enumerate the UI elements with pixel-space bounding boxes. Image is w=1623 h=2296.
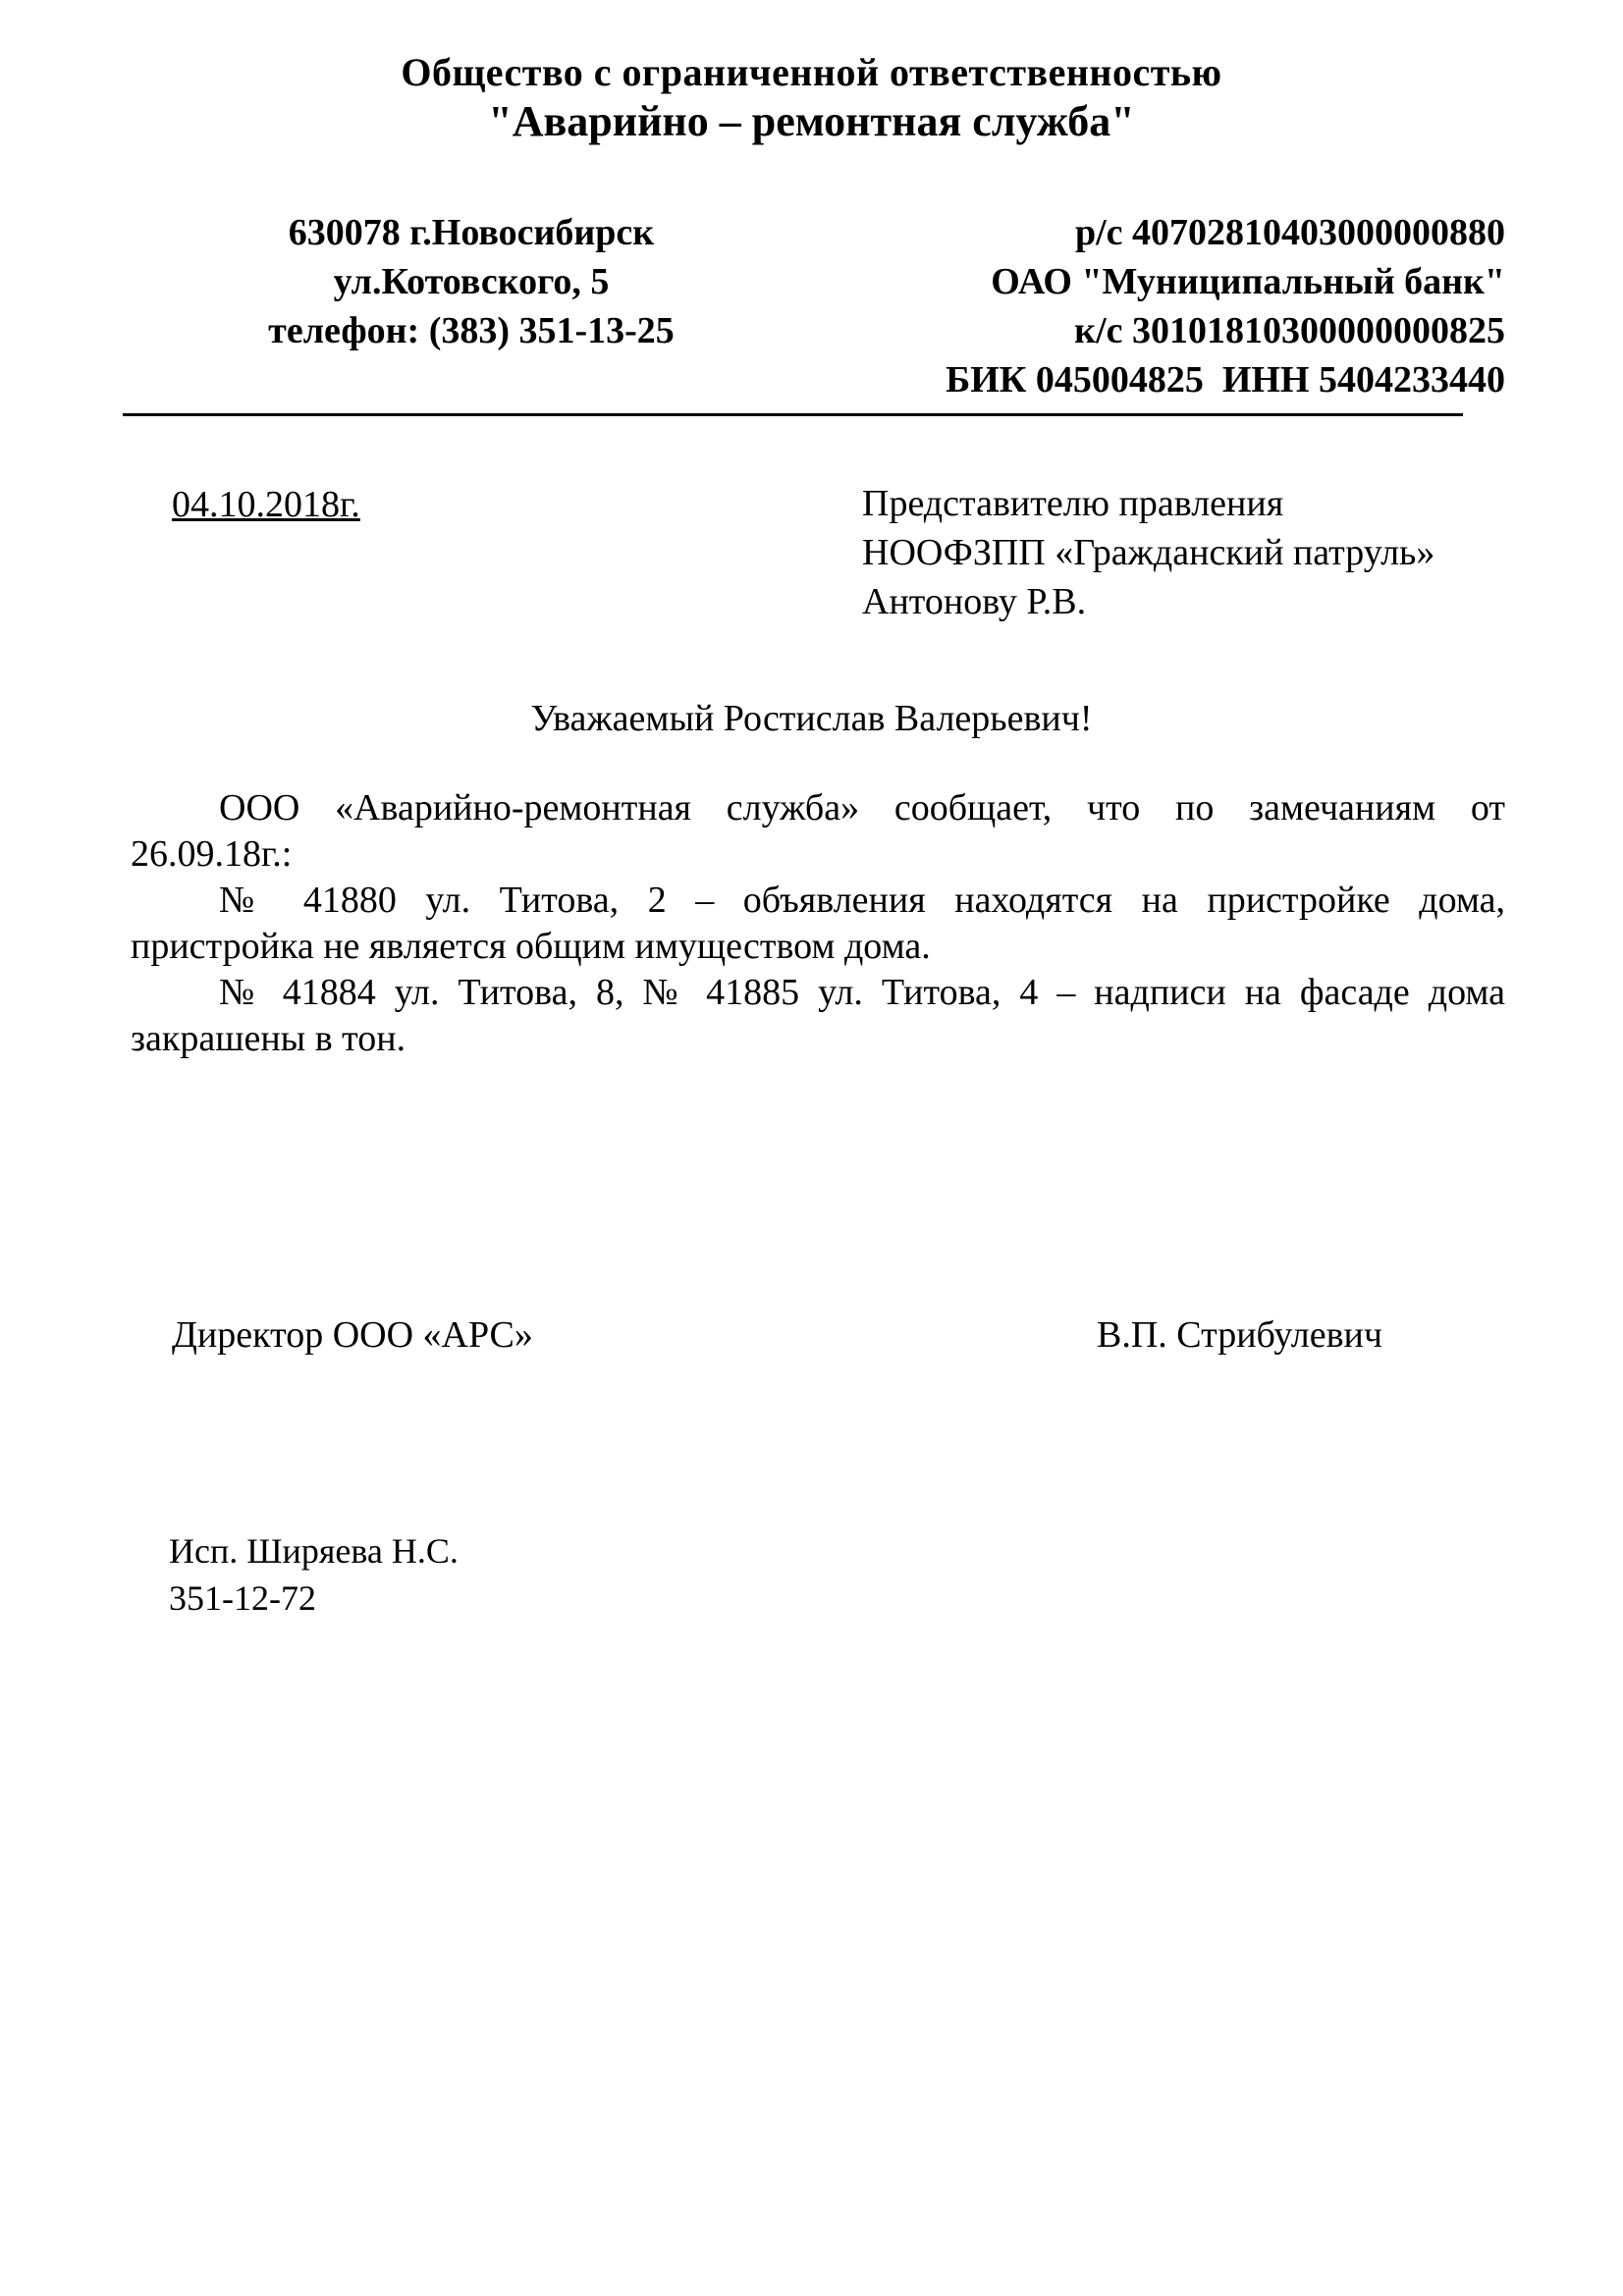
org-name-heading: "Аварийно – ремонтная служба" bbox=[488, 97, 1135, 145]
body-paragraph-1-line-1: ООО «Аварийно-ремонтная служба» сообщает, что по замечаниям от bbox=[219, 787, 1505, 828]
executor-name: Исп. Ширяева Н.С. bbox=[169, 1531, 459, 1571]
addressee-organization: НООФЗПП «Гражданский патруль» bbox=[862, 532, 1435, 573]
address-line-phone: телефон: (383) 351-13-25 bbox=[268, 310, 675, 351]
bank-line-settlement-account: р/с 40702810403000000880 bbox=[1074, 212, 1505, 253]
body-paragraph-3-line-2: закрашены в тон. bbox=[131, 1018, 406, 1059]
addressee-person: Антонову Р.В. bbox=[862, 581, 1087, 622]
bank-line-bank-name: ОАО "Муниципальный банк" bbox=[991, 261, 1505, 302]
bank-details-block bbox=[818, 208, 1505, 404]
org-type-heading: Общество с ограниченной ответственностью bbox=[401, 50, 1222, 94]
bank-line-bik-inn: БИК 045004825 ИНН 5404233440 bbox=[946, 359, 1505, 400]
org-address-block bbox=[118, 208, 825, 355]
executor-phone: 351-12-72 bbox=[169, 1578, 316, 1618]
addressee-position: Представителю правления bbox=[862, 483, 1284, 524]
body-paragraph-2-line-2: пристройка не является общим имуществом дома. bbox=[131, 926, 931, 967]
body-paragraph-1-line-2: 26.09.18г.: bbox=[131, 833, 293, 875]
body-paragraph-3-line-1: № 41884 ул. Титова, 8, № 41885 ул. Титова, 4 – надписи на фасаде дома bbox=[219, 972, 1505, 1013]
letter-date: 04.10.2018г. bbox=[172, 484, 360, 525]
bank-line-corr-account: к/с 30101810300000000825 bbox=[1074, 310, 1505, 351]
salutation: Уважаемый Ростислав Валерьевич! bbox=[530, 698, 1093, 739]
signature-name: В.П. Стрибулевич bbox=[1097, 1314, 1382, 1356]
signature-title: Директор ООО «АРС» bbox=[172, 1314, 533, 1356]
letter-body bbox=[131, 785, 1505, 1062]
executor-block bbox=[169, 1527, 459, 1622]
address-line-street: ул.Котовского, 5 bbox=[333, 261, 610, 302]
addressee-block bbox=[862, 479, 1434, 626]
header-divider bbox=[123, 413, 1463, 416]
body-paragraph-2-line-1: № 41880 ул. Титова, 2 – объявления находятся на пристройке дома, bbox=[219, 880, 1505, 921]
address-line-postal: 630078 г.Новосибирск bbox=[288, 212, 655, 253]
